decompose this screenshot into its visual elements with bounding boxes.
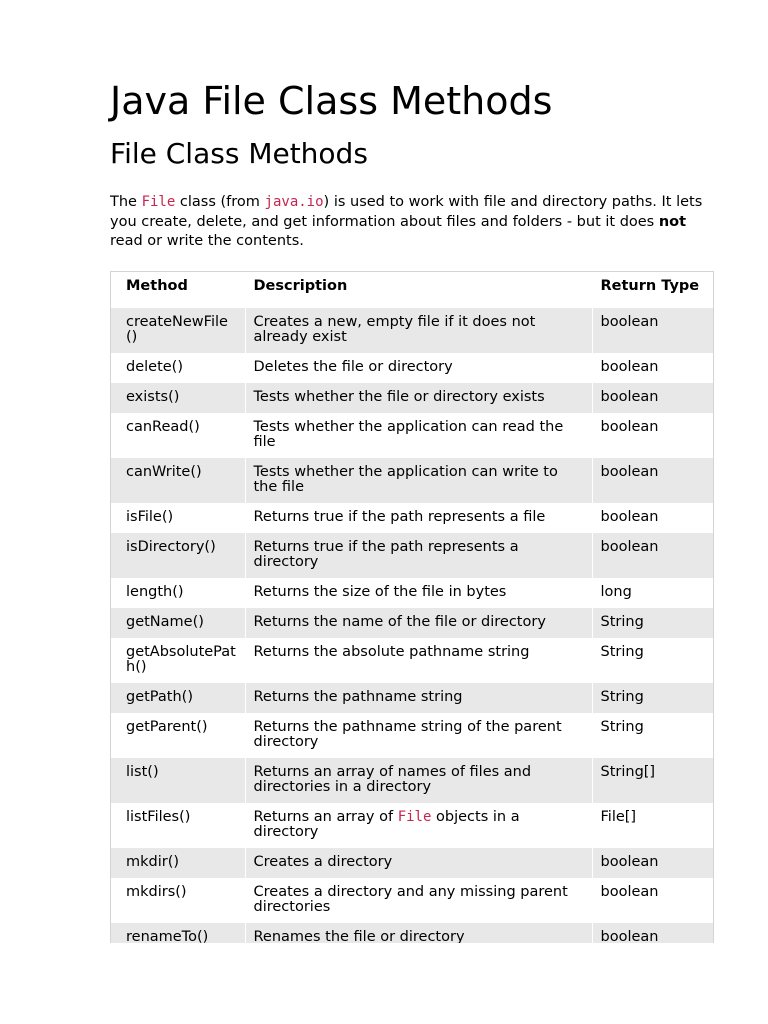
description-cell: Creates a directory xyxy=(245,848,592,878)
method-cell: exists() xyxy=(111,383,245,413)
description-text: Returns an array of xyxy=(253,809,398,825)
table-row xyxy=(111,458,713,503)
intro-text: The xyxy=(110,194,142,210)
return-type-cell: String[] xyxy=(592,758,713,803)
intro-emphasis: not xyxy=(658,213,687,230)
return-type-cell: boolean xyxy=(592,458,713,503)
description-cell: Tests whether the file or directory exists xyxy=(245,383,592,413)
table-row xyxy=(111,713,713,758)
description-cell: Returns the absolute pathname string xyxy=(245,638,592,683)
table-row xyxy=(111,353,713,383)
return-type-cell: boolean xyxy=(592,923,713,943)
return-type-cell: boolean xyxy=(592,533,713,578)
table-row xyxy=(111,308,713,353)
method-cell: mkdirs() xyxy=(111,878,245,923)
table-row xyxy=(111,758,713,803)
column-header-return-type: Return Type xyxy=(600,278,700,294)
description-cell: Returns the size of the file in bytes xyxy=(245,578,592,608)
table-row xyxy=(111,848,713,878)
table-row xyxy=(111,503,713,533)
page-title: Java File Class Methods xyxy=(110,79,553,123)
method-cell: mkdir() xyxy=(111,848,245,878)
return-type-cell: String xyxy=(592,608,713,638)
method-cell: getPath() xyxy=(111,683,245,713)
column-header-method: Method xyxy=(111,272,245,308)
intro-text: read or write the contents. xyxy=(110,233,304,249)
column-header-description: Description xyxy=(245,272,592,308)
method-cell: renameTo() xyxy=(111,923,245,943)
return-type-cell: boolean xyxy=(592,848,713,878)
return-type-cell: long xyxy=(592,578,713,608)
return-type-cell: String xyxy=(592,713,713,758)
description-cell xyxy=(245,803,592,848)
method-cell: getParent() xyxy=(111,713,245,758)
method-cell: createNewFile() xyxy=(111,308,245,353)
table-row xyxy=(111,638,713,683)
description-cell: Tests whether the application can read the file xyxy=(245,413,592,458)
table-row xyxy=(111,578,713,608)
intro-text: ) is used to work with file and directory paths. It lets you create, delete, and get information about files and folders - but it does xyxy=(110,194,703,230)
method-cell: isDirectory() xyxy=(111,533,245,578)
table-row xyxy=(111,803,713,848)
return-type-cell: String xyxy=(592,638,713,683)
method-cell: listFiles() xyxy=(111,803,245,848)
table-row xyxy=(111,683,713,713)
return-type-cell: String xyxy=(592,683,713,713)
return-type-cell: boolean xyxy=(592,503,713,533)
description-cell: Returns the pathname string of the parent directory xyxy=(245,713,592,758)
table-header-row xyxy=(111,272,713,308)
description-cell: Returns an array of names of files and directories in a directory xyxy=(245,758,592,803)
return-type-cell: boolean xyxy=(592,878,713,923)
table-body xyxy=(111,308,713,943)
method-cell: getName() xyxy=(111,608,245,638)
inline-code-file: File xyxy=(397,809,432,825)
description-cell: Returns the pathname string xyxy=(245,683,592,713)
inline-code-package: java.io xyxy=(264,194,324,210)
return-type-cell: boolean xyxy=(592,353,713,383)
method-cell: list() xyxy=(111,758,245,803)
description-cell: Returns true if the path represents a file xyxy=(245,503,592,533)
description-cell: Renames the file or directory xyxy=(245,923,592,943)
description-cell: Returns true if the path represents a directory xyxy=(245,533,592,578)
method-cell: canRead() xyxy=(111,413,245,458)
methods-table xyxy=(111,272,713,943)
table-row xyxy=(111,923,713,943)
return-type-cell: boolean xyxy=(592,308,713,353)
description-cell: Returns the name of the file or directory xyxy=(245,608,592,638)
description-cell: Creates a directory and any missing parent directories xyxy=(245,878,592,923)
method-cell: canWrite() xyxy=(111,458,245,503)
intro-paragraph xyxy=(110,193,714,252)
return-type-cell: File[] xyxy=(592,803,713,848)
table-row xyxy=(111,383,713,413)
description-cell: Tests whether the application can write to the file xyxy=(245,458,592,503)
methods-table-container xyxy=(110,271,714,943)
table-row xyxy=(111,533,713,578)
method-cell: length() xyxy=(111,578,245,608)
intro-text: class (from xyxy=(175,194,265,210)
section-heading: File Class Methods xyxy=(110,137,368,170)
table-row xyxy=(111,413,713,458)
inline-code-file: File xyxy=(141,194,176,210)
table-row xyxy=(111,878,713,923)
table-row xyxy=(111,608,713,638)
description-cell: Deletes the file or directory xyxy=(245,353,592,383)
description-cell: Creates a new, empty file if it does not already exist xyxy=(245,308,592,353)
description-text: objects in a directory xyxy=(253,809,520,840)
method-cell: isFile() xyxy=(111,503,245,533)
return-type-cell: boolean xyxy=(592,413,713,458)
method-cell: delete() xyxy=(111,353,245,383)
method-cell: getAbsolutePath() xyxy=(111,638,245,683)
return-type-cell: boolean xyxy=(592,383,713,413)
